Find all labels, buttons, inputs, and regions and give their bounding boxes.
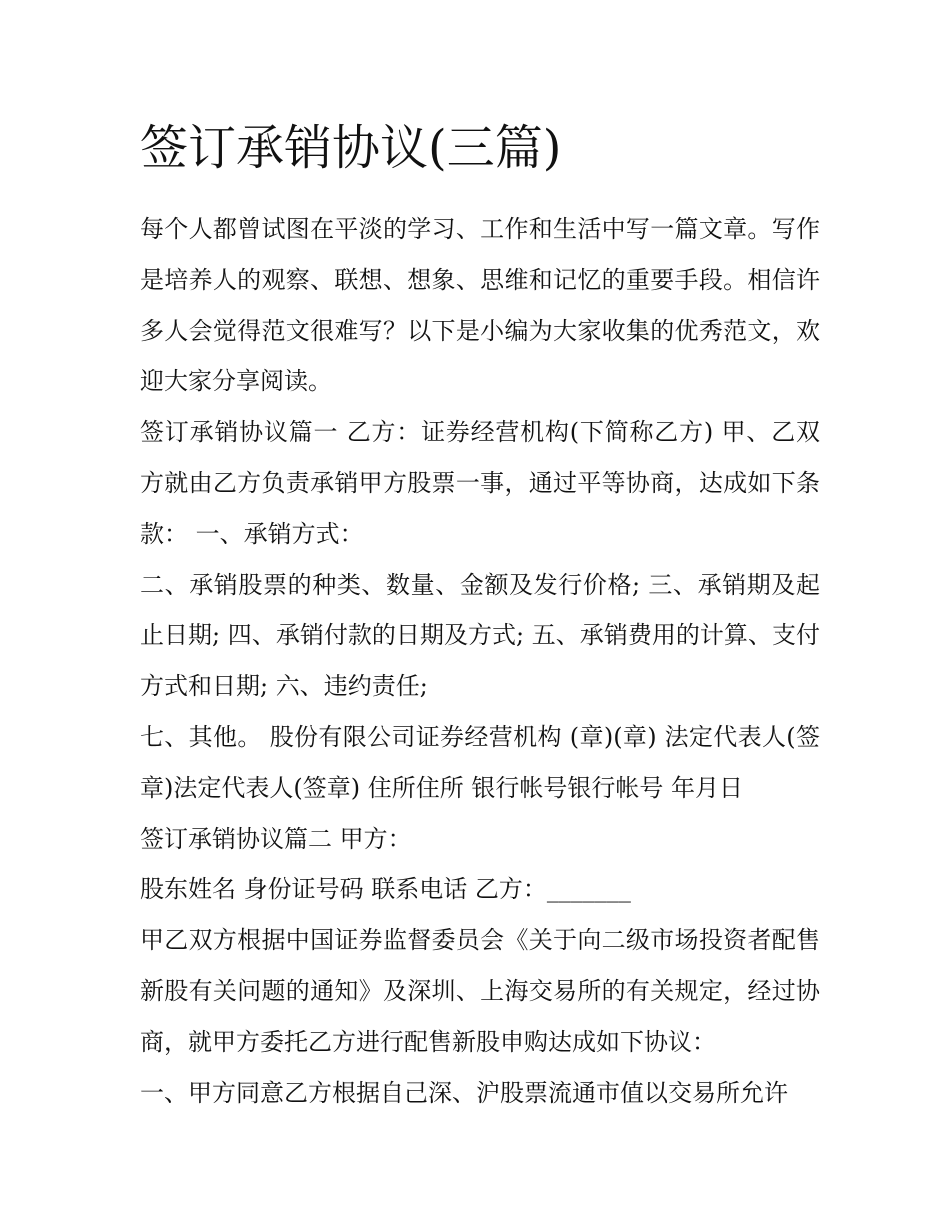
paragraph-basis: 甲乙双方根据中国证券监督委员会《关于向二级市场投资者配售新股有关问题的通知》及深圳、上海交易所的有关规定，经过协商，就甲方委托乙方进行配售新股申购达成如下协议： [140,926,820,1056]
paragraph-shareholder-info: 股东姓名 身份证号码 联系电话 乙方：_______ [140,875,631,904]
paragraph-terms: 二、承销股票的种类、数量、金额及发行价格; 三、承销期及起止日期; 四、承销付款的日期及方式; 五、承销费用的计算、支付方式和日期; 六、违约责任; [140,570,820,701]
paragraph-clause-one: 一、甲方同意乙方根据自己深、沪股票流通市值以交易所允许 [140,1078,788,1107]
paragraph-agreement-two: 签订承销协议篇二 甲方： [140,824,412,853]
paragraph-signatures: 七、其他。 股份有限公司证券经营机构 (章)(章) 法定代表人(签章)法定代表人(签章) 住所住所 银行帐号银行帐号 年月日 [140,722,820,802]
paragraph-agreement-one: 签订承销协议篇一 乙方：证券经营机构(下简称乙方) 甲、乙双方就由乙方负责承销甲方股票一事，通过平等协商，达成如下条款： 一、承销方式： [140,418,820,548]
document-page [140,112,820,1118]
paragraph-intro: 每个人都曾试图在平淡的学习、工作和生活中写一篇文章。写作是培养人的观察、联想、想象、思维和记忆的重要手段。相信许多人会觉得范文很难写？以下是小编为大家收集的优秀范文，欢迎大家分享阅读。 [140,215,820,396]
document-title: 签订承销协议(三篇) [140,120,562,176]
